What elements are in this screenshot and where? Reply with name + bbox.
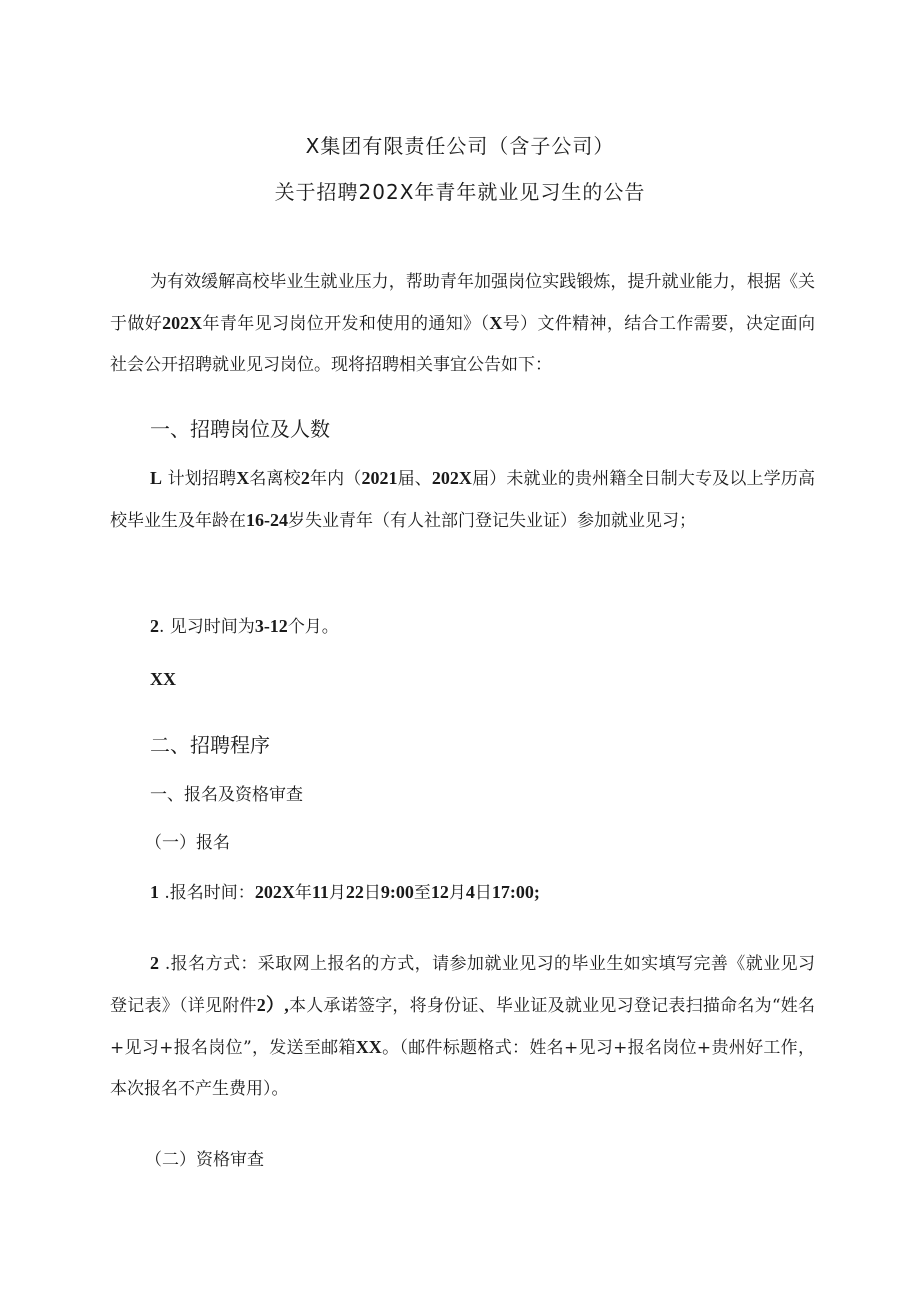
document-title-line2: 关于招聘202X年青年就业见习生的公告 <box>274 180 646 204</box>
placeholder-xx: XX <box>150 669 176 689</box>
recruit-plan-item: L 计划招聘X名离校2年内（2021届、202X届）未就业的贵州籍全日制大专及以上学历高校毕业生及年龄在16-24岁失业青年（有人社部门登记失业证）参加就业见习； <box>110 468 816 531</box>
intro-paragraph: 为有效缓解高校毕业生就业压力，帮助青年加强岗位实践锻炼，提升就业能力，根据《关于做好202X年青年见习岗位开发和使用的通知》（X号）文件精神，结合工作需要，决定面向社会公开招聘就业见习岗位。现将招聘相关事宜公告如下： <box>110 272 816 375</box>
subsection-registration-review: 一、报名及资格审查 <box>150 785 303 805</box>
subsection-qualification-review: （二）资格审查 <box>145 1150 264 1170</box>
subsection-registration: （一）报名 <box>145 833 230 853</box>
internship-duration-item: 2. 见习时间为3-12个月。 <box>150 616 339 637</box>
document-title-line1: X集团有限责任公司（含子公司） <box>305 134 615 158</box>
registration-time-item: 1 .报名时间：202X年11月22日9:00至12月4日17:00; <box>150 882 540 903</box>
registration-method-item: 2 .报名方式：采取网上报名的方式，请参加就业见习的毕业生如实填写完善《就业见习登记表》（详见附件2）,本人承诺签字，将身份证、毕业证及就业见习登记表扫描命名为“姓名+见习+报名岗位”，发送至邮箱XX。（邮件标题格式：姓名+见习+报名岗位+贵州好工作，本次报名不产生费用）。 <box>110 953 816 1099</box>
section1-heading: 一、招聘岗位及人数 <box>150 417 330 441</box>
section2-heading: 二、招聘程序 <box>150 733 270 757</box>
